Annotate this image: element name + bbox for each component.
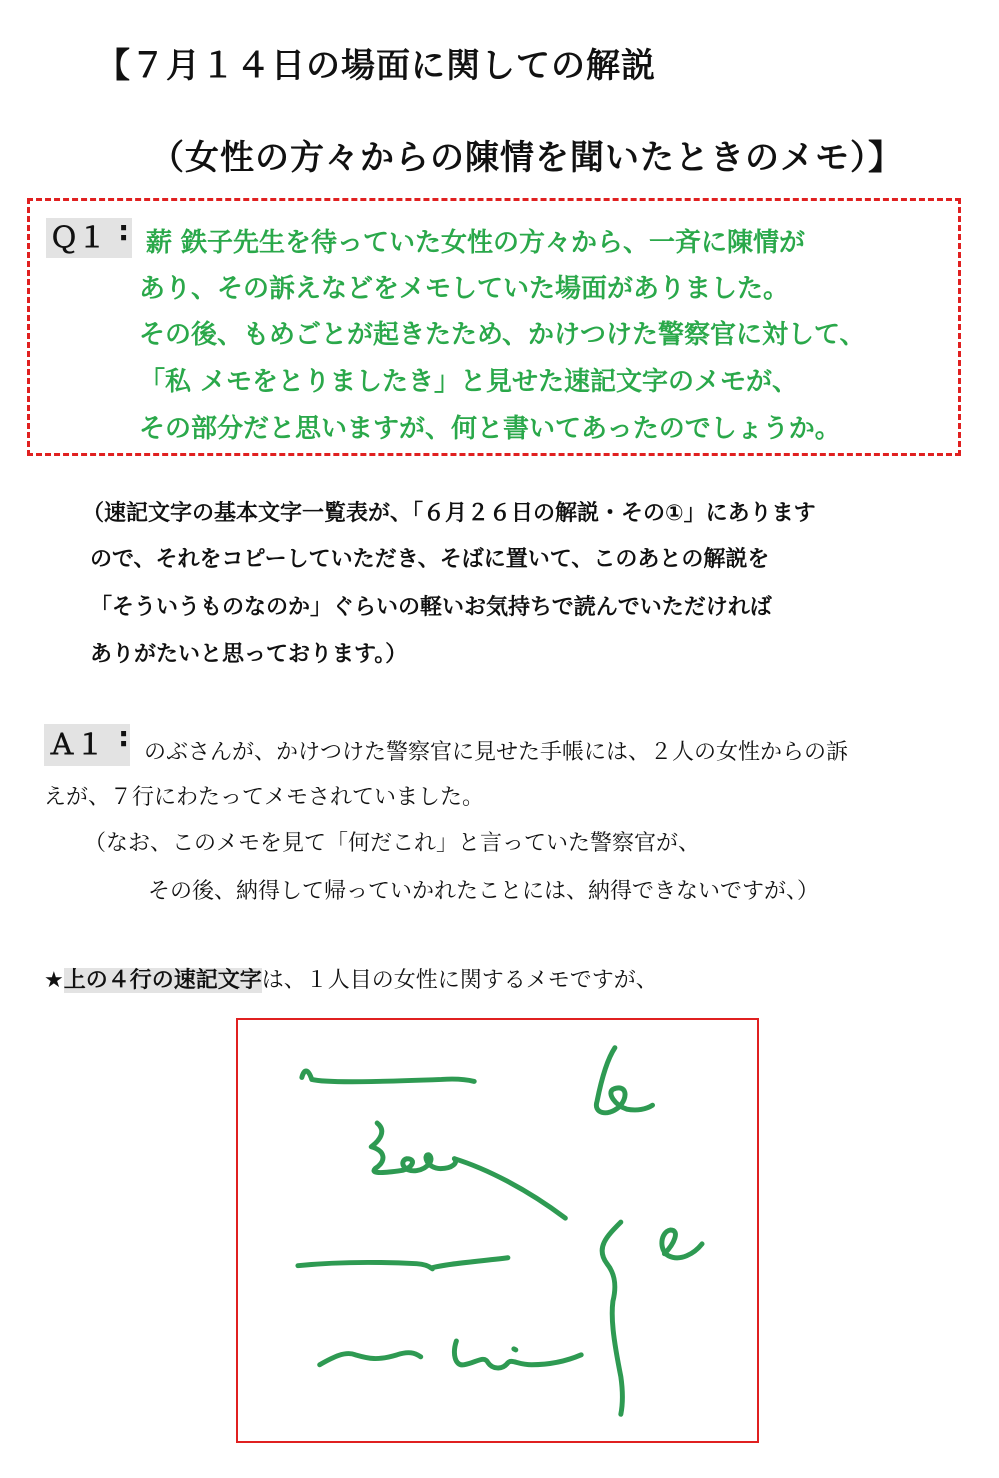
shorthand-memo-image — [236, 1018, 759, 1443]
question-label: Ｑ１ — [46, 218, 132, 258]
note-line: 「そういうものなのか」ぐらいの軽いお気持ちで読んでいただければ — [90, 595, 772, 620]
shorthand-stroke — [298, 1258, 508, 1269]
shorthand-strokes — [238, 1020, 757, 1441]
answer-colon: : — [118, 720, 130, 753]
shorthand-stroke — [302, 1071, 474, 1082]
memo-intro-rest: は、１人目の女性に関するメモですが、 — [261, 968, 658, 993]
note-line: （速記文字の基本文字一覧表が、「６月２６日の解説・その①」にあります — [82, 501, 816, 526]
question-colon: : — [118, 214, 130, 247]
shorthand-stroke — [596, 1048, 652, 1113]
note-line: ので、それをコピーしていただき、そばに置いて、このあとの解説を — [90, 547, 770, 572]
answer-label: Ａ１ — [44, 724, 130, 766]
question-line: 薪 鉄子先生を待っていた女性の方々から、一斉に陳情が — [146, 228, 806, 258]
question-line: その部分だと思いますが、何と書いてあったのでしょうか。 — [139, 414, 841, 444]
title-line-1: 【７月１４日の場面に関しての解説 — [96, 46, 656, 86]
title-line-2: （女性の方々からの陳情を聞いたときのメモ）】 — [150, 138, 903, 178]
answer-line: （なお、このメモを見て「何だこれ」と言っていた警察官が、 — [84, 831, 701, 856]
shorthand-stroke — [662, 1230, 702, 1258]
shorthand-stroke — [454, 1341, 581, 1368]
highlighted-phrase: 上の４行の速記文字 — [63, 968, 262, 993]
shorthand-stroke — [320, 1353, 421, 1365]
shorthand-stroke — [514, 1349, 516, 1350]
shorthand-stroke — [602, 1222, 622, 1414]
star-icon: ★ — [44, 968, 64, 993]
question-line: その後、もめごとが起きたため、かけつけた警察官に対して、 — [139, 320, 866, 350]
note-line: ありがたいと思っております。） — [90, 642, 408, 667]
answer-line: その後、納得して帰っていかれたことには、納得できないですが、） — [148, 879, 820, 904]
answer-line: のぶさんが、かけつけた警察官に見せた手帳には、２人の女性からの訴 — [144, 740, 849, 765]
shorthand-stroke — [454, 1159, 565, 1218]
question-line: 「私 メモをとりましたき」と見せた速記文字のメモが、 — [139, 367, 799, 397]
shorthand-stroke — [371, 1123, 455, 1173]
answer-line: えが、７行にわたってメモされていました。 — [44, 785, 485, 810]
memo-intro-line — [44, 963, 658, 994]
question-line: あり、その訴えなどをメモしていた場面がありました。 — [139, 274, 790, 304]
